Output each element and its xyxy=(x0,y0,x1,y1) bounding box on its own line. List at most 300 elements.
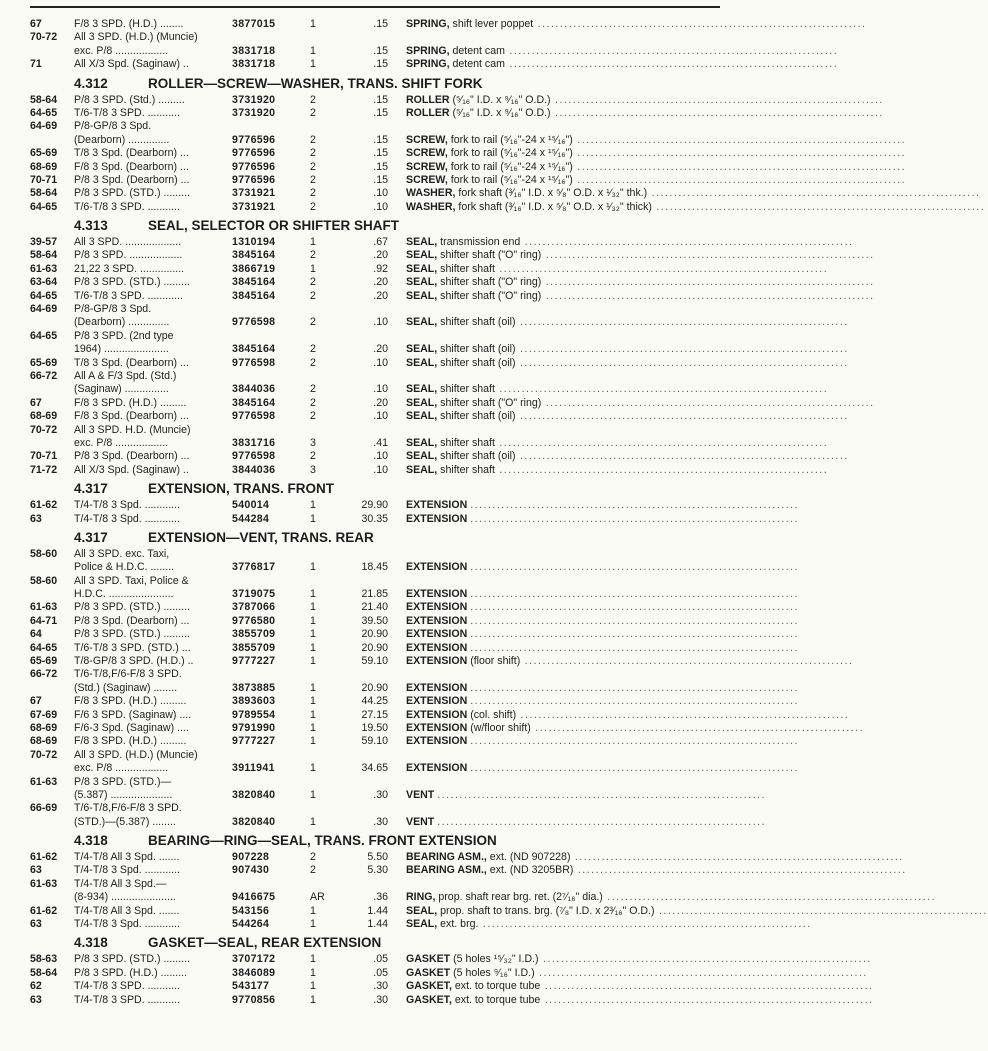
price: .36 xyxy=(373,891,388,904)
part-name: RING, xyxy=(406,891,436,904)
section-heading xyxy=(30,479,730,499)
quantity: 1 xyxy=(310,18,316,30)
part-number: 9770856 xyxy=(232,993,276,1006)
application: F/8 3 SPD. (H.D.) ......... xyxy=(74,695,187,708)
price: .20 xyxy=(373,249,388,262)
price: 20.90 xyxy=(361,628,388,641)
part-name: SEAL, xyxy=(406,450,438,463)
description xyxy=(406,904,988,918)
price: 59.10 xyxy=(361,735,388,748)
price: .30 xyxy=(373,993,388,1006)
price: .15 xyxy=(373,44,388,57)
description xyxy=(406,614,799,628)
model-years: 62 xyxy=(30,980,42,993)
parts-row xyxy=(30,18,867,31)
part-name: EXTENSION xyxy=(406,708,468,721)
part-number: 3845164 xyxy=(232,343,276,356)
parts-row xyxy=(30,424,730,437)
part-detail: shifter shaft (oil) xyxy=(440,450,516,463)
part-name: SEAL, xyxy=(406,410,438,423)
application: T/4-T/8 3 Spd. ............ xyxy=(74,499,180,512)
model-years: 58-64 xyxy=(30,966,58,979)
parts-row xyxy=(30,356,849,370)
application: (5.387) ..................... xyxy=(74,788,173,801)
part-detail: prop. shaft to trans. brg. (⁷⁄₈" I.D. x 2³⁄₁₆" O.D.) xyxy=(440,904,655,917)
application: P/8 3 Spd. (Dearborn) ... xyxy=(74,173,190,186)
application: F/8 3 Spd. (Dearborn) ... xyxy=(74,410,189,423)
dot-leader: .......................................................................... xyxy=(494,436,829,449)
quantity: 2 xyxy=(310,173,316,186)
parts-row xyxy=(30,614,799,628)
price: .10 xyxy=(373,187,388,200)
section-title: ROLLER—SCREW—WASHER, TRANS. SHIFT FORK xyxy=(148,75,483,91)
model-years: 58-64 xyxy=(30,249,58,262)
part-name: EXTENSION xyxy=(406,601,468,614)
model-years: 65-69 xyxy=(30,655,58,668)
quantity: 1 xyxy=(310,681,316,694)
part-name: SEAL, xyxy=(406,289,438,302)
part-name: SEAL, xyxy=(406,343,438,356)
part-detail: ext. brg. xyxy=(440,918,479,931)
parts-row xyxy=(30,236,854,249)
application: H.D.C. ...................... xyxy=(74,588,174,601)
application: T/6-T/8 3 SPD. (STD.) ... xyxy=(74,641,191,654)
model-years: 70-72 xyxy=(30,423,58,436)
part-name: SEAL, xyxy=(406,249,438,262)
dot-leader: .......................................................................... xyxy=(470,762,799,775)
application: All A & F/3 Spd. (Std.) xyxy=(74,369,177,382)
description xyxy=(406,200,986,214)
dot-leader: .......................................................................... xyxy=(520,236,854,249)
model-years: 61-62 xyxy=(30,499,58,512)
application: T/4-T/8 3 SPD. ........... xyxy=(74,980,180,993)
part-number: 9776598 xyxy=(232,316,276,329)
quantity: 1 xyxy=(310,601,316,614)
parts-row xyxy=(30,851,904,864)
quantity: 2 xyxy=(310,200,316,213)
model-years: 61-62 xyxy=(30,851,58,864)
part-detail: (col. shift) xyxy=(470,708,517,721)
part-number: 9416675 xyxy=(232,891,276,904)
part-detail: (⁵⁄₁₆" I.D. x ⁹⁄₁₆" O.D.) xyxy=(452,106,551,119)
part-name: EXTENSION xyxy=(406,681,468,694)
dot-leader: .......................................................................... xyxy=(494,463,829,476)
part-detail: shifter shaft ("O" ring) xyxy=(440,276,542,289)
part-number: 540014 xyxy=(232,499,270,512)
description xyxy=(406,762,799,775)
part-detail: shifter shaft (oil) xyxy=(440,316,516,329)
part-detail: shifter shaft ("O" ring) xyxy=(440,396,542,409)
dot-leader: .......................................................................... xyxy=(540,993,874,1006)
part-number: 3866719 xyxy=(232,262,276,275)
price: .15 xyxy=(373,133,388,146)
part-name: ROLLER xyxy=(406,106,450,119)
description xyxy=(406,160,907,174)
part-number: 3845164 xyxy=(232,396,276,409)
parts-row xyxy=(30,776,730,789)
part-name: EXTENSION xyxy=(406,512,468,525)
price: 34.65 xyxy=(361,762,388,775)
parts-row xyxy=(30,588,799,601)
quantity: 1 xyxy=(310,499,316,512)
model-years: 70-72 xyxy=(30,748,58,761)
part-detail: transmission end xyxy=(440,236,521,249)
description xyxy=(406,249,875,262)
model-years: 64-65 xyxy=(30,641,58,654)
price: .10 xyxy=(373,316,388,329)
part-number: 9777227 xyxy=(232,735,276,748)
quantity: 1 xyxy=(310,695,316,708)
part-name: EXTENSION xyxy=(406,588,468,601)
part-number: 544284 xyxy=(232,512,270,525)
part-number: 3855709 xyxy=(232,641,276,654)
description xyxy=(406,356,849,370)
part-number: 9791990 xyxy=(232,721,276,734)
quantity: 2 xyxy=(310,160,316,173)
application: T/8-GP/8 3 SPD. (H.D.) .. xyxy=(74,655,194,668)
parts-row xyxy=(30,330,730,343)
part-number: 3719075 xyxy=(232,588,276,601)
parts-row xyxy=(30,463,829,477)
price: 59.10 xyxy=(361,655,388,668)
description xyxy=(406,383,829,396)
part-detail: shifter shaft ("O" ring) xyxy=(440,249,542,262)
application: F/8 3 SPD. (H.D.) ......... xyxy=(74,735,187,748)
description xyxy=(406,721,865,735)
description xyxy=(406,236,854,249)
parts-row xyxy=(30,436,829,450)
application: P/8 3 SPD. (STD.) ......... xyxy=(74,187,190,200)
part-name: SCREW, xyxy=(406,160,448,173)
top-rule xyxy=(30,6,720,8)
model-years: 64-65 xyxy=(30,106,58,119)
part-detail: (w/floor shift) xyxy=(470,721,531,734)
description xyxy=(406,641,799,655)
parts-row xyxy=(30,303,730,316)
part-number: 3820840 xyxy=(232,815,276,828)
part-name: SEAL, xyxy=(406,276,438,289)
section-title: EXTENSION, TRANS. FRONT xyxy=(148,481,335,497)
parts-row xyxy=(30,200,986,214)
model-years: 66-72 xyxy=(30,668,58,681)
application: All 3 SPD. (H.D.) (Muncie) xyxy=(74,748,198,761)
application: exc. P/8 .................. xyxy=(74,762,169,775)
application: P/8 3 SPD. (2nd type xyxy=(74,329,174,342)
part-detail: shifter shaft (oil) xyxy=(440,410,516,423)
dot-leader: .......................................................................... xyxy=(515,316,849,329)
application: All 3 SPD. H.D. (Muncie) xyxy=(74,423,191,436)
dot-leader: .......................................................................... xyxy=(470,628,799,641)
part-name: WASHER, xyxy=(406,200,456,213)
description xyxy=(406,512,799,526)
part-detail: (floor shift) xyxy=(470,655,521,668)
part-name: WASHER, xyxy=(406,187,456,200)
application: T/8 3 Spd. (Dearborn) ... xyxy=(74,356,189,369)
quantity: 2 xyxy=(310,450,316,463)
parts-row xyxy=(30,370,730,383)
part-detail: shifter shaft xyxy=(440,383,495,396)
dot-leader: .......................................................................... xyxy=(654,904,988,917)
application: T/4-T/8 3 SPD. ........... xyxy=(74,993,180,1006)
part-number: 9789554 xyxy=(232,708,276,721)
part-number: 9776596 xyxy=(232,173,276,186)
section-title: BEARING—RING—SEAL, TRANS. FRONT EXTENSION xyxy=(148,833,497,849)
description xyxy=(406,918,812,931)
price: .15 xyxy=(373,106,388,119)
section-number: 4.317 xyxy=(74,481,108,497)
parts-row xyxy=(30,802,730,815)
part-number: 3831718 xyxy=(232,58,276,71)
part-name: EXTENSION xyxy=(406,721,468,734)
dot-leader: .......................................................................... xyxy=(470,614,799,627)
quantity: 2 xyxy=(310,187,316,200)
parts-row xyxy=(30,628,799,641)
price: .15 xyxy=(373,93,388,106)
model-years: 63-64 xyxy=(30,276,58,289)
parts-row xyxy=(30,864,907,877)
part-number: 3731920 xyxy=(232,93,276,106)
price: 30.35 xyxy=(361,512,388,525)
part-name: SEAL, xyxy=(406,262,438,275)
application: 21,22 3 SPD. ............... xyxy=(74,262,185,275)
application: P/8 3 SPD. (STD.) ......... xyxy=(74,601,190,614)
quantity: 2 xyxy=(310,396,316,409)
part-detail: ext. to torque tube xyxy=(454,993,541,1006)
part-detail: shifter shaft ("O" ring) xyxy=(440,289,542,302)
application: All 3 SPD. (H.D.) (Muncie) xyxy=(74,31,198,44)
application: (STD.)—(5.387) ........ xyxy=(74,815,176,828)
dot-leader: .......................................................................... xyxy=(572,147,907,160)
description xyxy=(406,173,907,187)
part-number: 907228 xyxy=(232,851,270,864)
description xyxy=(406,262,829,276)
part-number: 9776598 xyxy=(232,410,276,423)
model-years: 64-71 xyxy=(30,614,58,627)
application: All 3 SPD. ................... xyxy=(74,236,182,249)
section-heading xyxy=(30,74,730,94)
application: P/8 3 SPD. (STD.)— xyxy=(74,775,172,788)
part-number: 3855709 xyxy=(232,628,276,641)
price: .10 xyxy=(373,200,388,213)
dot-leader: .......................................................................... xyxy=(470,735,799,748)
parts-row xyxy=(30,120,730,133)
price: 44.25 xyxy=(361,695,388,708)
quantity: 1 xyxy=(310,904,316,917)
quantity: 1 xyxy=(310,262,316,275)
price: 19.50 xyxy=(361,721,388,734)
parts-row xyxy=(30,147,907,160)
description xyxy=(406,788,767,802)
parts-row xyxy=(30,878,730,891)
application: T/6-T/8 3 SPD. ........... xyxy=(74,106,180,119)
model-years: 61-63 xyxy=(30,262,58,275)
quantity: 2 xyxy=(310,410,316,423)
part-number: 543177 xyxy=(232,980,270,993)
quantity: 2 xyxy=(310,276,316,289)
description xyxy=(406,695,799,708)
part-number: 3846089 xyxy=(232,966,276,979)
part-name: SEAL, xyxy=(406,383,438,396)
quantity: 1 xyxy=(310,512,316,525)
part-number: 9776596 xyxy=(232,133,276,146)
model-years: 64-65 xyxy=(30,200,58,213)
part-number: 3844036 xyxy=(232,383,276,396)
part-name: SEAL, xyxy=(406,436,438,449)
dot-leader: .......................................................................... xyxy=(520,655,854,668)
part-name: EXTENSION xyxy=(406,641,468,654)
model-years: 71 xyxy=(30,58,42,71)
dot-leader: .......................................................................... xyxy=(494,383,829,396)
model-years: 61-63 xyxy=(30,601,58,614)
dot-leader: .......................................................................... xyxy=(470,601,799,614)
dot-leader: .......................................................................... xyxy=(437,788,767,801)
application: P/8 3 SPD. (STD.) ......... xyxy=(74,953,190,966)
application: exc. P/8 .................. xyxy=(74,44,169,57)
model-years: 64-69 xyxy=(30,120,58,133)
dot-leader: .......................................................................... xyxy=(470,588,799,601)
description xyxy=(406,588,799,601)
parts-row xyxy=(30,668,730,681)
section-number: 4.313 xyxy=(74,218,108,234)
model-years: 65-69 xyxy=(30,147,58,160)
part-number: 3845164 xyxy=(232,276,276,289)
parts-row xyxy=(30,953,872,966)
part-name: EXTENSION xyxy=(406,561,468,574)
price: 21.85 xyxy=(361,588,388,601)
parts-catalog xyxy=(30,18,988,1007)
description xyxy=(406,851,904,864)
application: P/8 3 SPD. (Std.) ......... xyxy=(74,93,185,106)
part-number: 9776598 xyxy=(232,450,276,463)
description xyxy=(406,436,829,450)
parts-row xyxy=(30,561,799,574)
parts-row xyxy=(30,891,937,904)
quantity: 1 xyxy=(310,236,316,249)
price: 1.44 xyxy=(367,904,388,917)
application: P/8-GP/8 3 Spd. xyxy=(74,120,152,133)
model-years: 39-57 xyxy=(30,236,58,249)
part-number: 3844036 xyxy=(232,463,276,476)
parts-row xyxy=(30,173,907,187)
part-number: 3731921 xyxy=(232,187,276,200)
part-number: 9776596 xyxy=(232,160,276,173)
quantity: 2 xyxy=(310,249,316,262)
quantity: 1 xyxy=(310,980,316,993)
dot-leader: .......................................................................... xyxy=(541,396,875,409)
quantity: 2 xyxy=(310,147,316,160)
parts-row xyxy=(30,450,849,463)
application: T/4-T/8 3 Spd. ............ xyxy=(74,864,180,877)
description xyxy=(406,499,799,512)
price: .20 xyxy=(373,276,388,289)
application: F/8 3 Spd. (Dearborn) ... xyxy=(74,160,189,173)
part-detail: shifter shaft (oil) xyxy=(440,356,516,369)
dot-leader: .......................................................................... xyxy=(470,641,799,654)
description xyxy=(406,561,799,574)
quantity: AR xyxy=(310,891,325,904)
parts-row xyxy=(30,396,875,410)
dot-leader: .......................................................................... xyxy=(530,721,865,734)
price: 18.45 xyxy=(361,561,388,574)
quantity: 1 xyxy=(310,721,316,734)
parts-row xyxy=(30,276,875,289)
part-number: 3820840 xyxy=(232,788,276,801)
dot-leader: .......................................................................... xyxy=(478,918,812,931)
model-years: 64 xyxy=(30,628,42,641)
parts-row xyxy=(30,788,767,802)
part-number: 3731920 xyxy=(232,106,276,119)
part-detail: fork to rail (⁵⁄₁₆"-24 x ¹⁵⁄₁₆") xyxy=(450,147,573,160)
price: .30 xyxy=(373,980,388,993)
model-years: 70-71 xyxy=(30,173,58,186)
part-number: 3845164 xyxy=(232,249,276,262)
dot-leader: .......................................................................... xyxy=(504,58,839,71)
parts-row xyxy=(30,708,850,722)
part-detail: (⁵⁄₁₆" I.D. x ⁹⁄₁₆" O.D.) xyxy=(452,93,551,106)
price: 5.50 xyxy=(367,851,388,864)
price: 29.90 xyxy=(361,499,388,512)
part-name: SEAL, xyxy=(406,396,438,409)
part-detail: shifter shaft xyxy=(440,436,495,449)
part-detail: fork shaft (³⁄₁₆" I.D. x ⁵⁄₈" O.D. x ¹⁄₃₂" thk.) xyxy=(458,187,648,200)
price: .20 xyxy=(373,343,388,356)
part-number: 9777227 xyxy=(232,655,276,668)
price: .10 xyxy=(373,463,388,476)
application: All 3 SPD. exc. Taxi, xyxy=(74,547,170,560)
part-detail: fork shaft (³⁄₁₆" I.D. x ⁵⁄₈" O.D. x ¹⁄₃₂" thick) xyxy=(458,200,652,213)
model-years: 67 xyxy=(30,396,42,409)
application: P/8-GP/8 3 Spd. xyxy=(74,303,152,316)
dot-leader: .......................................................................... xyxy=(573,864,907,877)
quantity: 2 xyxy=(310,343,316,356)
dot-leader: .......................................................................... xyxy=(515,410,849,423)
description xyxy=(406,450,849,463)
description xyxy=(406,343,849,356)
quantity: 1 xyxy=(310,815,316,828)
quantity: 1 xyxy=(310,641,316,654)
dot-leader: .......................................................................... xyxy=(534,966,868,979)
quantity: 2 xyxy=(310,864,316,877)
description xyxy=(406,18,867,31)
dot-leader: .......................................................................... xyxy=(515,450,849,463)
part-name: GASKET, xyxy=(406,980,452,993)
application: P/8 3 SPD. (STD.) ......... xyxy=(74,628,190,641)
dot-leader: .......................................................................... xyxy=(470,512,799,525)
parts-row xyxy=(30,655,854,668)
part-name: VENT xyxy=(406,788,435,801)
dot-leader: .......................................................................... xyxy=(437,815,767,828)
description xyxy=(406,708,850,722)
model-years: 66-69 xyxy=(30,802,58,815)
section-number: 4.318 xyxy=(74,935,108,951)
application: (8-934) ...................... xyxy=(74,891,176,904)
part-name: VENT xyxy=(406,815,435,828)
description xyxy=(406,966,868,980)
parts-row xyxy=(30,966,868,980)
parts-row xyxy=(30,160,907,174)
part-number: 3893603 xyxy=(232,695,276,708)
model-years: 61-63 xyxy=(30,877,58,890)
description xyxy=(406,953,872,966)
part-name: SPRING, xyxy=(406,58,450,71)
application: P/8 3 SPD. (STD.) ......... xyxy=(74,276,190,289)
dot-leader: .......................................................................... xyxy=(541,276,875,289)
price: .05 xyxy=(373,966,388,979)
dot-leader: .......................................................................... xyxy=(515,343,849,356)
model-years: 63 xyxy=(30,993,42,1006)
model-years: 67 xyxy=(30,18,42,30)
price: .15 xyxy=(373,58,388,71)
